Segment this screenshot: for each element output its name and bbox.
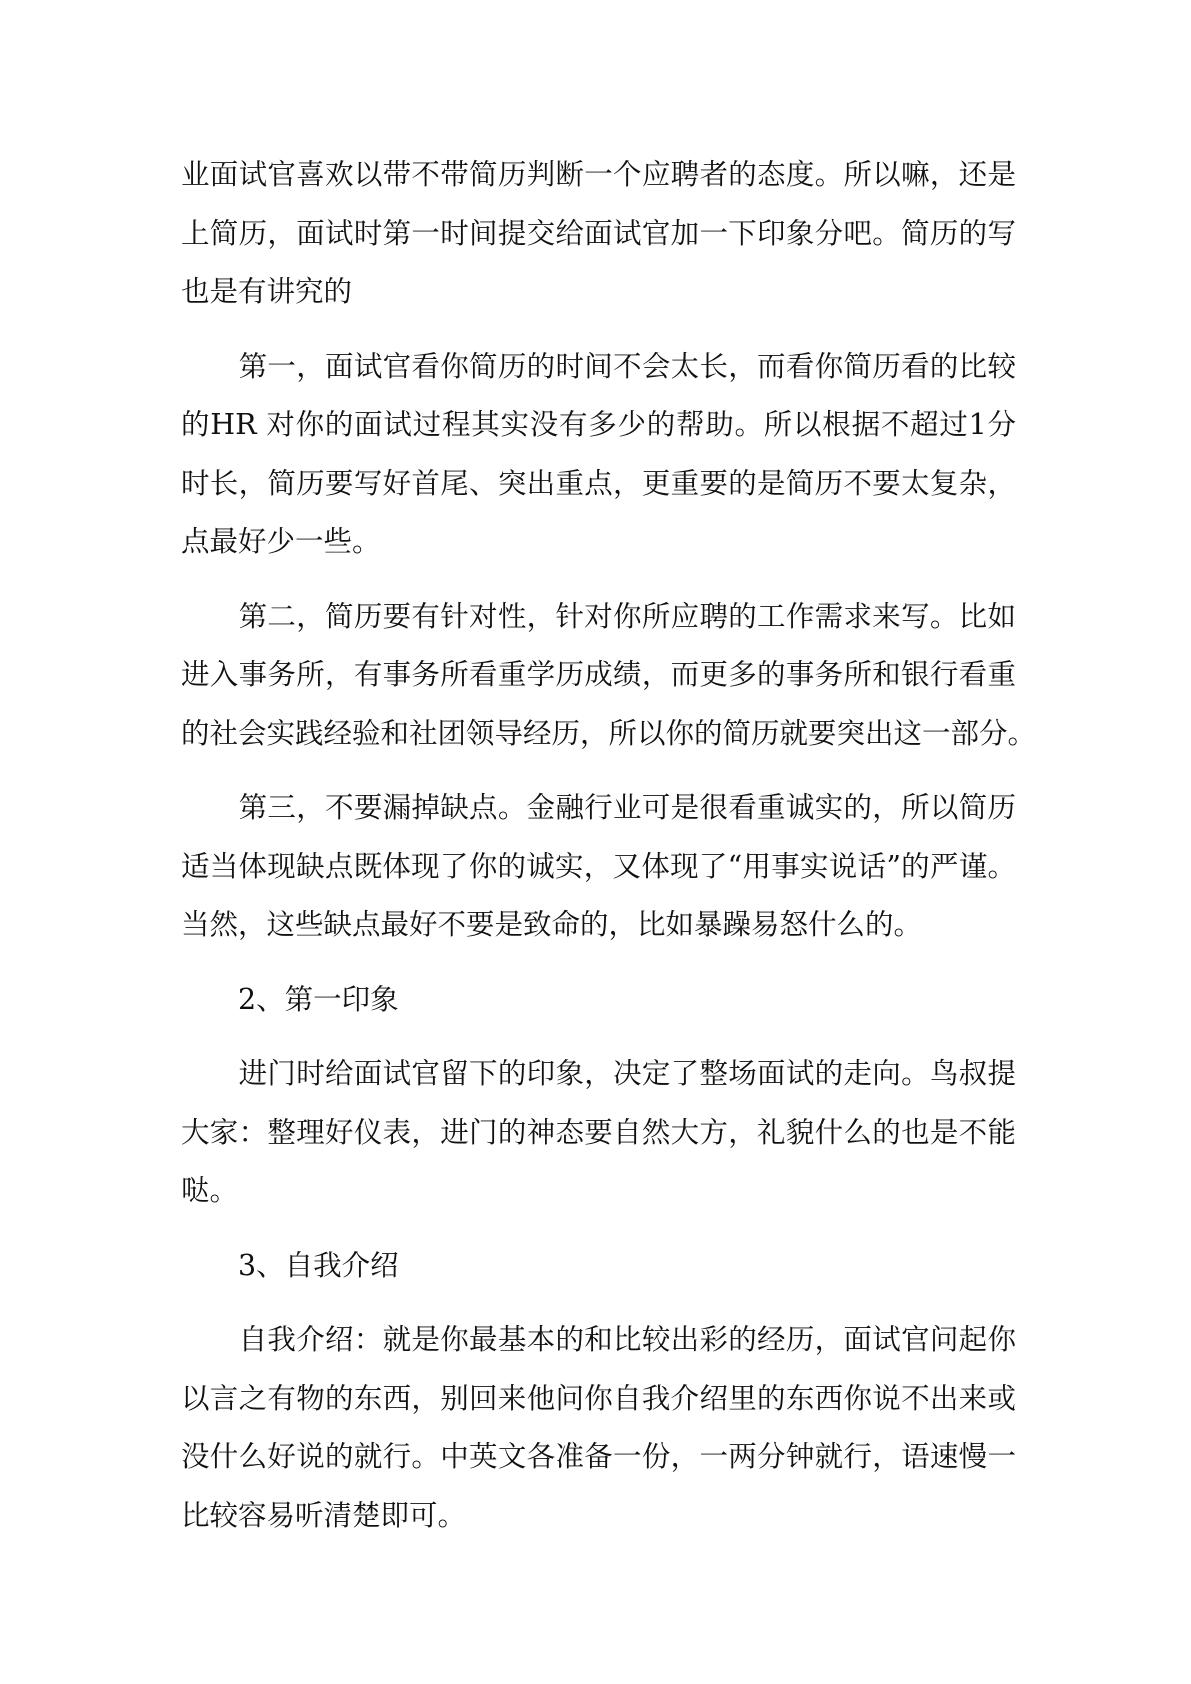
text-line: 时长，简历要写好首尾、突出重点，更重要的是简历不要太复杂，: [181, 466, 1016, 500]
text-line: 进入事务所，有事务所看重学历成绩，而更多的事务所和银行看重: [181, 658, 1016, 691]
text-line: 上简历，面试时第一时间提交给面试官加一下印象分吧。简历的写: [181, 216, 1016, 250]
text-line: 没什么好说的就行。中英文各准备一份，一两分钟就行，语速慢一: [181, 1440, 1016, 1473]
paragraph: [181, 146, 1016, 322]
paragraph: [181, 338, 1016, 572]
text-line: 进门时给面试官留下的印象，决定了整场面试的走向。鸟叔提: [238, 1057, 1016, 1090]
paragraph: [181, 1311, 1016, 1545]
text-line: 以言之有物的东西，别回来他问你自我介绍里的东西你说不出来或: [181, 1381, 1016, 1415]
text-line: 点最好少一些。: [181, 525, 381, 558]
text-line: 3、自我介绍: [181, 1248, 399, 1282]
document-body: [181, 146, 1037, 1545]
text-line: 比较容易听清楚即可。: [181, 1498, 467, 1532]
text-line: 的HR 对你的面试过程其实没有多少的帮助。所以根据不超过1分: [181, 408, 1016, 441]
text-line: 适当体现缺点既体现了你的诚实，又体现了“用事实说话”的严谨。: [181, 849, 1016, 883]
section-heading: [181, 971, 1016, 1030]
text-line: 的社会实践经验和社团领导经历，所以你的简历就要突出这一部分。: [181, 716, 1037, 750]
text-line: 第二，简历要有针对性，针对你所应聘的工作需求来写。比如: [238, 599, 1016, 633]
text-line: 自我介绍：就是你最基本的和比较出彩的经历，面试官问起你: [238, 1323, 1016, 1356]
text-line: 当然，这些缺点最好不要是致命的，比如暴躁易怒什么的。: [181, 908, 923, 941]
text-line: 也是有讲究的: [181, 275, 353, 308]
text-line: 第一，面试官看你简历的时间不会太长，而看你简历看的比较: [238, 349, 1016, 383]
text-line: 大家：整理好仪表，进门的神态要自然大方，礼貌什么的也是不能: [181, 1115, 1016, 1149]
paragraph: [181, 1045, 1016, 1221]
paragraph: [181, 588, 1037, 764]
text-line: 业面试官喜欢以带不带简历判断一个应聘者的态度。所以嘛，还是: [181, 158, 1016, 191]
paragraph: [181, 779, 1016, 955]
text-line: 2、第一印象: [181, 982, 399, 1016]
text-line: 第三，不要漏掉缺点。金融行业可是很看重诚实的，所以简历: [238, 791, 1016, 824]
text-line: 哒。: [181, 1174, 239, 1207]
section-heading: [181, 1237, 1016, 1296]
